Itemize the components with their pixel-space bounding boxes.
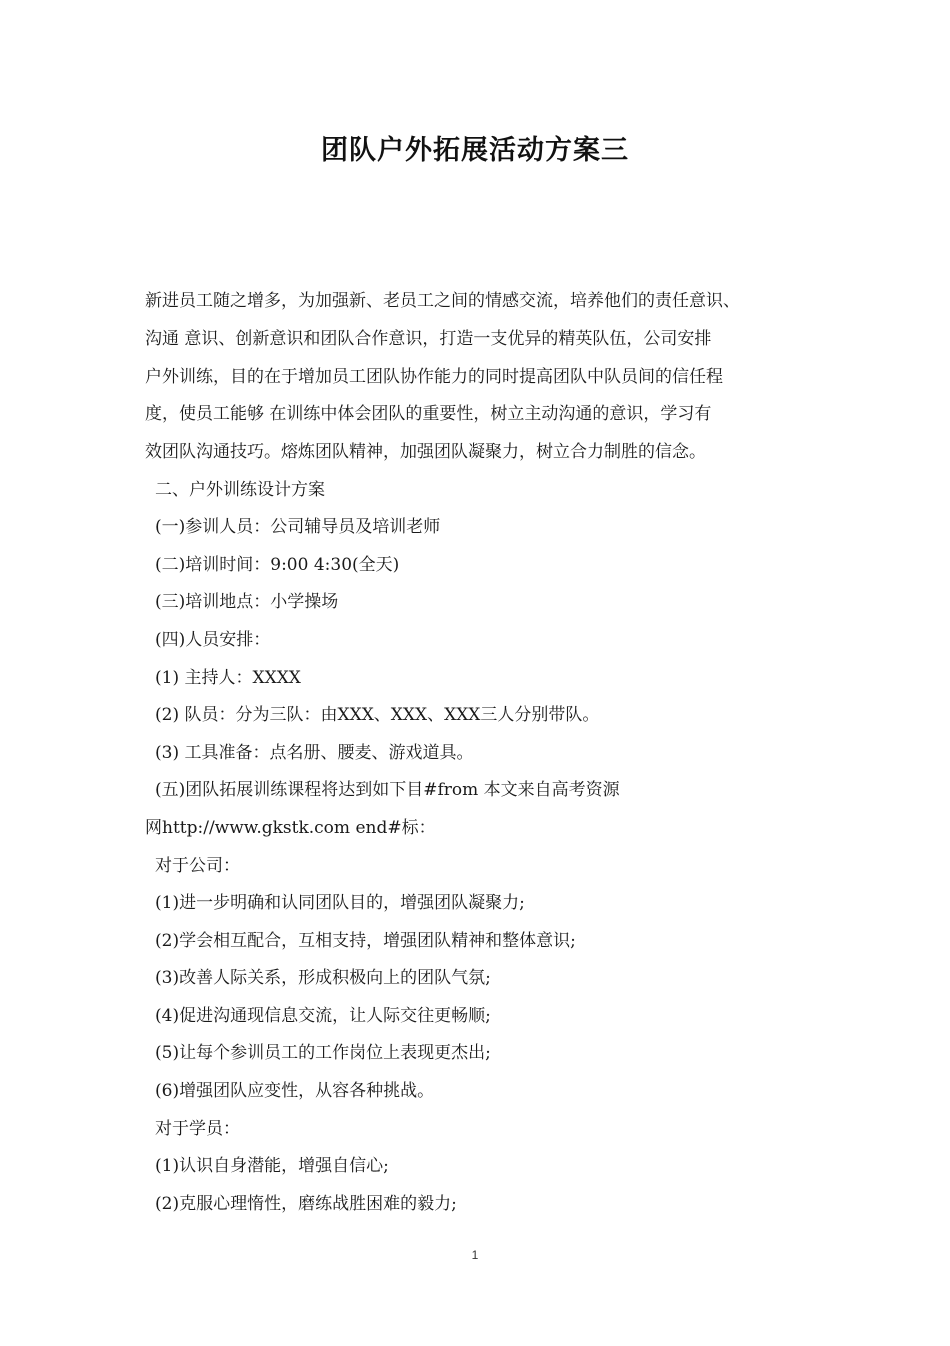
paragraph-line: 效团队沟通技巧。熔炼团队精神，加强团队凝聚力，树立合力制胜的信念。 [145, 442, 706, 462]
list-item: (2)学会相互配合，互相支持，增强团队精神和整体意识; [155, 931, 576, 951]
list-item: (二)培训时间：9:00 4:30(全天) [155, 555, 400, 575]
list-item: (4)促进沟通现信息交流，让人际交往更畅顺; [155, 1006, 491, 1026]
list-item: (一)参训人员：公司辅导员及培训老师 [155, 517, 441, 537]
paragraph-line: 户外训练，目的在于增加员工团队协作能力的同时提高团队中队员间的信任程 [145, 367, 723, 387]
list-item-continuation: 网http://www.gkstk.com end#标： [145, 818, 436, 838]
section-heading: 二、户外训练设计方案 [155, 480, 325, 500]
page-number: 1 [471, 1248, 479, 1262]
subsection-heading: 对于公司： [155, 856, 240, 876]
list-item: (3) 工具准备：点名册、腰麦、游戏道具。 [155, 743, 474, 763]
list-item: (四)人员安排： [155, 630, 271, 650]
list-item: (1) 主持人：XXXX [155, 668, 301, 688]
paragraph-line: 度，使员工能够 在训练中体会团队的重要性，树立主动沟通的意识，学习有 [145, 404, 712, 424]
paragraph-line: 新进员工随之增多，为加强新、老员工之间的情感交流，培养他们的责任意识、 [145, 291, 740, 311]
paragraph-line: 沟通 意识、创新意识和团队合作意识，打造一支优异的精英队伍，公司安排 [145, 329, 712, 349]
subsection-heading: 对于学员： [155, 1119, 240, 1139]
list-item: (2)克服心理惰性，磨练战胜困难的毅力; [155, 1194, 457, 1214]
list-item: (2) 队员：分为三队：由XXX、XXX、XXX三人分别带队。 [155, 705, 600, 725]
list-item: (1)认识自身潜能，增强自信心; [155, 1156, 389, 1176]
list-item: (三)培训地点：小学操场 [155, 592, 339, 612]
list-item: (5)让每个参训员工的工作岗位上表现更杰出; [155, 1043, 491, 1063]
document-title: 团队户外拓展活动方案三 [321, 135, 629, 166]
list-item: (6)增强团队应变性，从容各种挑战。 [155, 1081, 435, 1101]
list-item: (五)团队拓展训练课程将达到如下目#from 本文来自高考资源 [155, 780, 620, 800]
list-item: (1)进一步明确和认同团队目的，增强团队凝聚力; [155, 893, 525, 913]
list-item: (3)改善人际关系，形成积极向上的团队气氛; [155, 968, 491, 988]
